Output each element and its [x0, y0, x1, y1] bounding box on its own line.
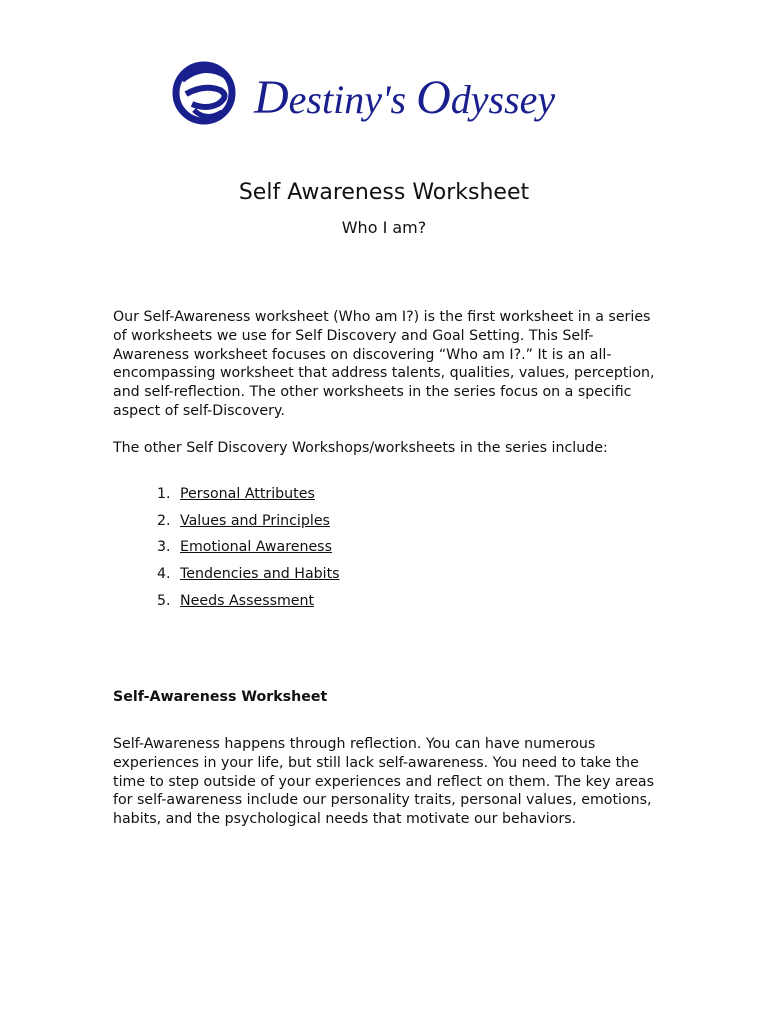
- list-number: 5.: [157, 592, 171, 609]
- link-emotional-awareness[interactable]: Emotional Awareness: [180, 539, 332, 556]
- logo-wordmark: Destiny's Odyssey: [254, 71, 556, 124]
- intro-paragraph: Our Self-Awareness worksheet (Who am I?) is the first worksheet in a series of worksheets we use for Self Discovery and Goal Setting. This Self-Awareness worksheet focuses on discovering “Who am I?.” It is an all-encompassing worksheet that address talents, qualities, values, perception, and self-reflection. The other worksheets in the series focus on a specific aspect of self-Discovery.: [113, 309, 655, 419]
- series-intro-paragraph: The other Self Discovery Workshops/worksheets in the series include:: [113, 440, 608, 456]
- document-title: Self Awareness Worksheet: [238, 180, 530, 205]
- section-heading: Self-Awareness Worksheet: [113, 689, 328, 705]
- list-number: 3.: [157, 539, 171, 556]
- link-personal-attributes[interactable]: Personal Attributes: [180, 486, 315, 502]
- list-number: 2.: [157, 512, 171, 529]
- link-needs-assessment[interactable]: Needs Assessment: [180, 592, 315, 609]
- list-number: 4.: [157, 566, 171, 583]
- list-number: 1.: [157, 486, 171, 502]
- document-subtitle: Who I am?: [341, 218, 427, 237]
- link-values-and-principles[interactable]: Values and Principles: [180, 512, 330, 529]
- link-tendencies-and-habits[interactable]: Tendencies and Habits: [180, 566, 340, 583]
- destinys-odyssey-logo: [172, 60, 592, 142]
- logo-mark-icon: [172, 60, 236, 126]
- section-body-paragraph: Self-Awareness happens through reflection. You can have numerous experiences in your life, but still lack self-awareness. You need to take the time to step outside of your experiences and reflect on them. The key areas for self-awareness include our personality traits, personal values, emotions, habits, and the psychological needs that motivate our behaviors.: [113, 736, 655, 828]
